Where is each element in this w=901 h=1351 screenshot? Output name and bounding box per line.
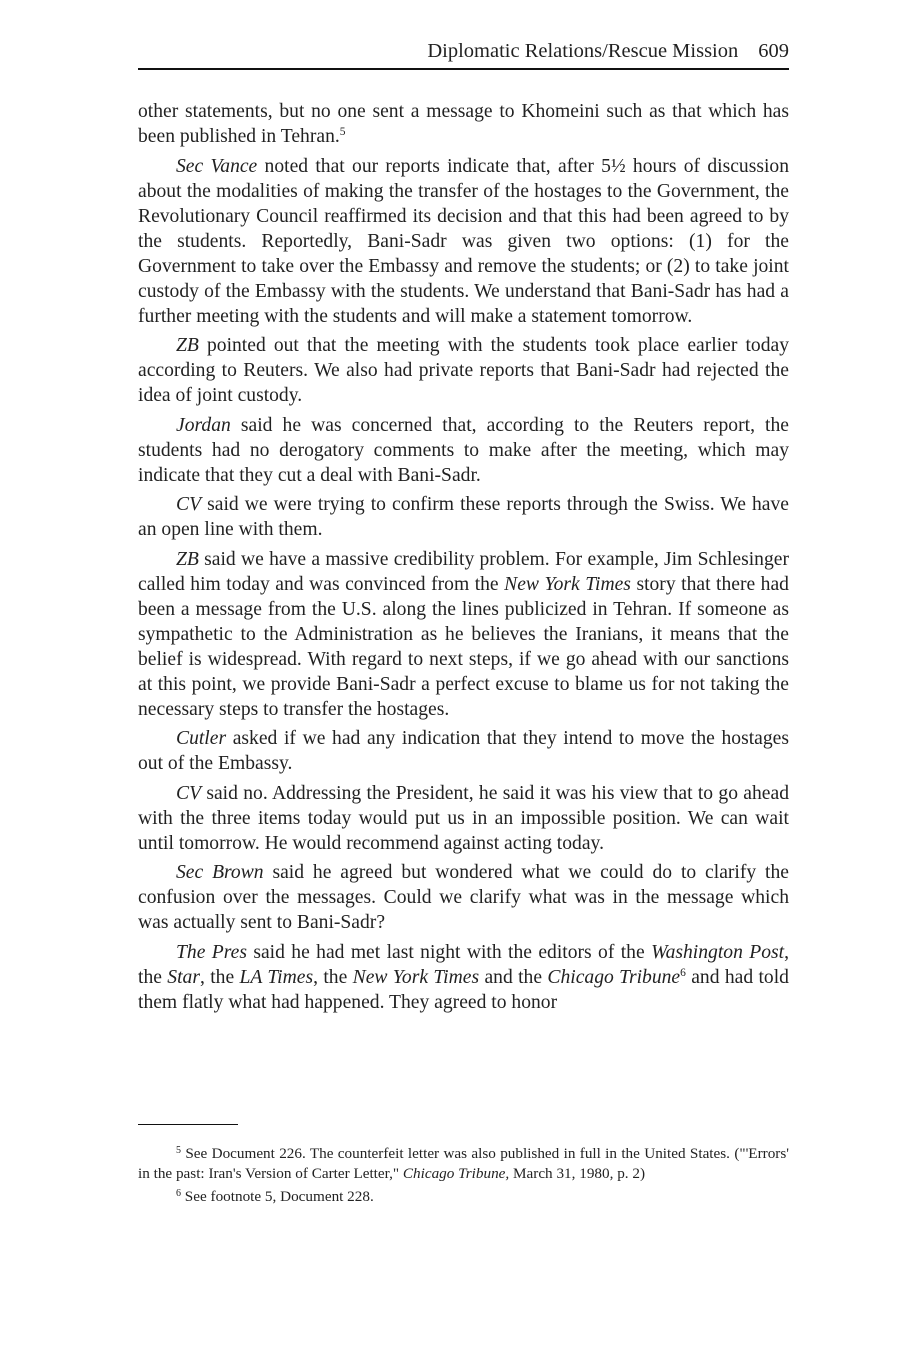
- paragraph-cv-president: [138, 781, 789, 856]
- publication-title: Star: [167, 966, 200, 988]
- paragraph-text: said we were trying to confirm these reports through the Swiss. We have an open line with them.: [138, 494, 789, 540]
- paragraph-text: , the: [138, 941, 789, 988]
- paragraph-vance: [138, 154, 789, 329]
- paragraph-text: said no. Addressing the President, he said it was his view that to go ahead with the three items today would put us in an impossible position. We can wait until tomorrow. He would recommend against acting today.: [138, 782, 789, 854]
- paragraph-zb-reuters: [138, 333, 789, 408]
- speaker-name: ZB: [176, 335, 199, 356]
- paragraph-text: said he had met last night with the editors of the: [246, 941, 652, 963]
- footnote-text: See Document 226. The counterfeit letter was also published in full in the United States. ("'Errors' in the past: Iran's Version of Carter Letter,": [138, 1145, 789, 1182]
- paragraph-text: said he was concerned that, according to the Reuters report, the students had no derogatory comments to make after the meeting, which may indicate that they cut a deal with Bani-Sadr.: [138, 414, 789, 486]
- publication-title: Chicago Tribune: [547, 966, 681, 988]
- paragraph-text: and the: [479, 966, 548, 988]
- paragraph-cv-swiss: [138, 492, 789, 542]
- publication-title: New York Times: [504, 573, 631, 595]
- paragraph-text: asked if we had any indication that they intend to move the hostages out of the Embassy.: [138, 728, 789, 774]
- paragraph-brown: [138, 860, 789, 935]
- running-head: [138, 38, 789, 64]
- paragraph-text: pointed out that the meeting with the students took place earlier today according to Reuters. We also had private reports that Bani-Sadr had rejected the idea of joint custody.: [138, 335, 789, 406]
- speaker-name: Sec Brown: [176, 862, 264, 883]
- footnote-5: [138, 1144, 789, 1183]
- footnote-number: 5: [176, 1145, 181, 1156]
- paragraph-text: said we have a massive credibility problem. For example, Jim Schlesinger called him today and was convinced from the: [138, 548, 789, 595]
- paragraph-continuation: [138, 99, 789, 149]
- paragraph-text: said he agreed but wondered what we could do to clarify the confusion over the messages. Could we clarify what was in the message which was actually sent to Bani-Sadr?: [138, 862, 789, 933]
- footnote-number: 6: [176, 1188, 181, 1199]
- footnote-6: [138, 1187, 789, 1207]
- footnote-rule: [138, 1124, 238, 1125]
- footnote-text: See footnote 5, Document 228.: [181, 1188, 374, 1205]
- speaker-name: ZB: [176, 548, 199, 570]
- footnote-ref-6: 6: [680, 966, 686, 979]
- footnotes: [138, 1144, 789, 1211]
- speaker-name: CV: [176, 494, 202, 515]
- speaker-name: Sec Vance: [176, 155, 258, 177]
- paragraph-cutler: [138, 726, 789, 776]
- paragraph-text: , the: [313, 966, 353, 988]
- paragraph-zb-credibility: [138, 547, 789, 722]
- publication-title: Washington Post: [651, 941, 785, 963]
- publication-title: New York Times: [352, 966, 480, 988]
- paragraph-text: other statements, but no one sent a message to Khomeini such as that which has been published in Tehran.: [138, 101, 789, 147]
- footnote-text: March 31, 1980, p. 2): [509, 1164, 646, 1182]
- publication-title: LA Times: [239, 966, 314, 988]
- paragraph-text: noted that our reports indicate that, after 5½ hours of discussion about the modalities of making the transfer of the hostages to the Government, the Revolutionary Council reaffirmed its decision and that this had been agreed to by the students. Reportedly, Bani-Sadr was given two options: (1) for the Government to take over the Embassy and remove the students; or (2) to take joint custody of the Embassy with the students. We understand that Bani-Sadr has had a further meeting with the students and will make a statement tomorrow.: [138, 155, 789, 327]
- speaker-name: Jordan: [176, 414, 231, 436]
- paragraph-president: [138, 940, 789, 1015]
- speaker-name: CV: [176, 782, 202, 804]
- footnote-ref-5: 5: [339, 126, 346, 138]
- paragraph-jordan: [138, 413, 789, 488]
- paragraph-text: and had told them flatly what had happened. They agreed to honor: [138, 966, 789, 1013]
- body-text: [138, 99, 789, 1019]
- speaker-name: Cutler: [176, 728, 227, 749]
- speaker-name: The Pres: [176, 941, 247, 963]
- running-title: Diplomatic Relations/Rescue Mission: [427, 40, 739, 62]
- footnote-source: Chicago Tribune,: [402, 1164, 510, 1182]
- page-number: 609: [758, 40, 789, 62]
- paragraph-text: , the: [199, 966, 240, 988]
- paragraph-text: story that there had been a message from the U.S. along the lines publicized in Tehran. If someone as sympathetic to the Administration as he believes the Iranians, it means that the belief is widespread. With regard to next steps, if we go ahead with our sanctions at this point, we provide Bani-Sadr a perfect excuse to blame us for not taking the necessary steps to transfer the hostages.: [138, 573, 789, 720]
- header-rule: [138, 68, 789, 70]
